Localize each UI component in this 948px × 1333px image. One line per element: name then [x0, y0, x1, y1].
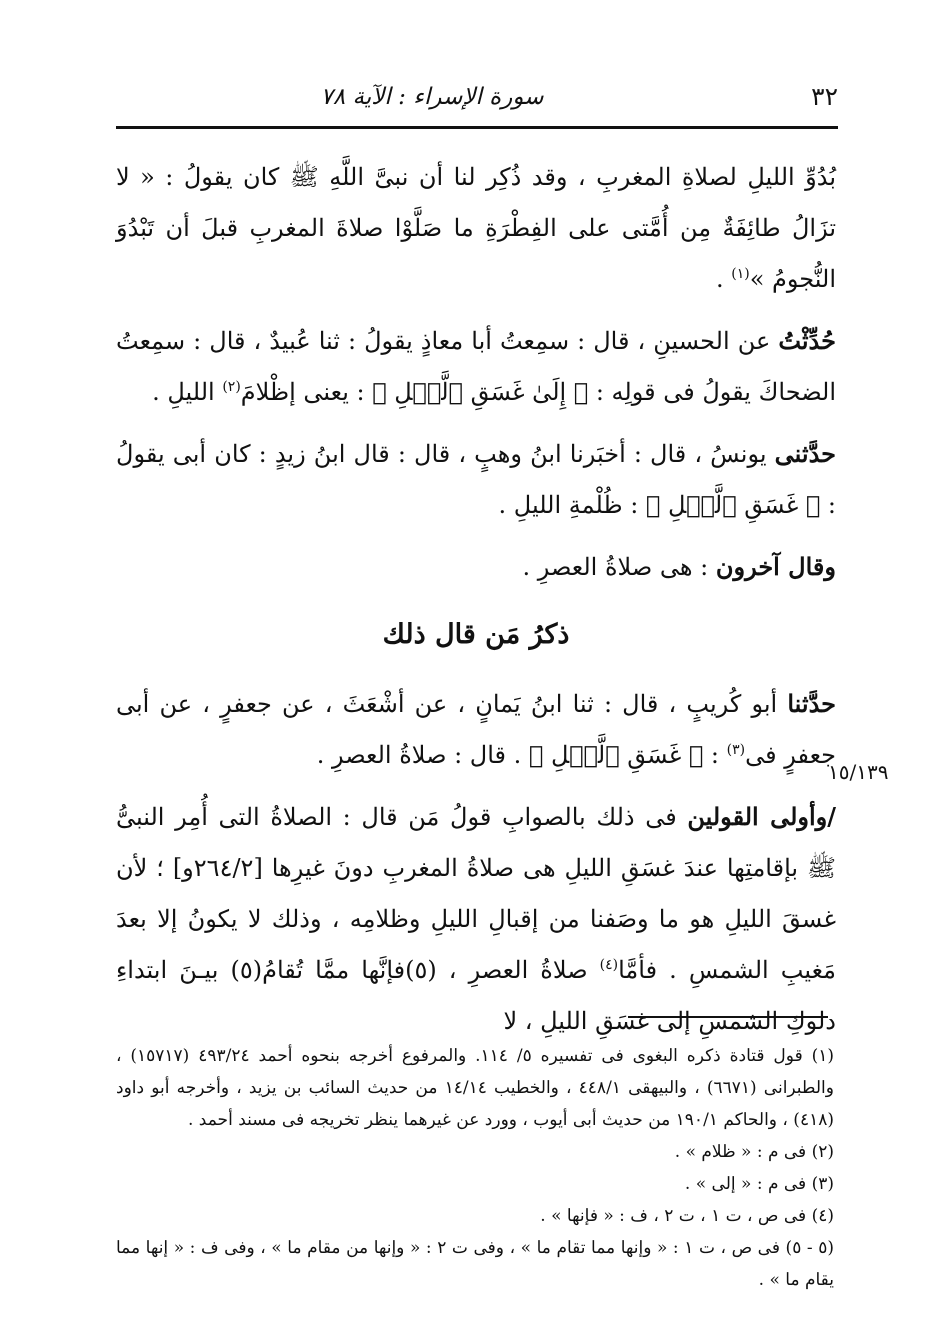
running-head: سورة الإسراء : الآية ٧٨	[320, 84, 544, 110]
paragraph-lead: حُدِّثْتُ	[778, 326, 836, 355]
footnote-ref: (٣)	[726, 742, 746, 758]
paragraph-3	[116, 428, 836, 531]
margin-reference: ١٥/١٣٩	[828, 760, 889, 784]
paragraph-2	[116, 315, 836, 418]
paragraph-1	[116, 152, 836, 305]
paragraph-text: بُدُوِّ الليلِ لصلاةِ المغربِ ، وقد ذُكِر لنا أن نبىَّ اللَّهِ ﷺ كان يقولُ : « لا تزَالُ طائِفَةٌ مِن أُمَّتى على الفِطْرَةِ ما صَلَّوْا صلاةَ المغربِ قبلَ أن تَبْدُوَ النُّجومُ »	[116, 163, 836, 293]
header-rule	[116, 126, 838, 129]
page-header	[116, 78, 838, 120]
paragraph-5	[116, 678, 836, 781]
paragraph-lead: حدَّثنى	[774, 439, 836, 468]
paragraph-4	[116, 541, 836, 593]
footnote-rule	[628, 1016, 828, 1018]
paragraph-tail: .	[715, 265, 732, 293]
paragraph-text: يونسُ ، قال : أخبَرنا ابنُ وهبٍ ، قال : قال ابنُ زيدٍ : كان أبى يقولُ : ﴿ غَسَقِ ٱلَّيۡلِ ﴾ : ظُلْمةِ الليلِ .	[116, 440, 836, 519]
paragraph-lead: /وأولى القولين	[687, 802, 836, 831]
footnote-5: (٥ - ٥) فى ص ، ت ١ : « وإنها مما تقام ما » ، وفى ت ٢ : « وإنها من مقام ما » ، وفى ف : « إنها مما يقام ما » .	[116, 1238, 834, 1290]
paragraph-text: : هى صلاةُ العصرِ .	[522, 553, 716, 581]
footnote-1: (١) قول قتادة ذكره البغوى فى تفسيره ٥/ ١١٤. والمرفوع أخرجه بنحوه أحمد ٤٩٣/٢٤ (١٥٧١٧) ، والطبرانى (٦٦٧١) ، والبيهقى ٤٤٨/١ ، والخطيب ١٤/١٤ من حديث السائب بن يزيد ، وأخرجه أبو داود (٤١٨) ، والحاكم ١٩٠/١ من حديث أبى أيوب ، وورد عن غيرهما ينظر تخريجه فى مسند أحمد .	[116, 1046, 834, 1130]
paragraph-lead: وقال آخرون	[715, 552, 836, 581]
footnotes	[116, 1040, 834, 1296]
paragraph-tail: : ﴿ غَسَقِ ٱلَّيۡلِ ﴾ . قال : صلاةُ العصرِ .	[316, 741, 727, 769]
footnote-ref: (٤)	[599, 957, 619, 973]
paragraph-text: عن الحسينِ ، قال : سمِعتُ أبا معاذٍ يقولُ : ثنا عُبيدٌ ، قال : سمِعتُ الضحاكَ يقولُ فى قولِه : ﴿ إِلَىٰ غَسَقِ ٱلَّيۡلِ ﴾ : يعنى إظْلامَ	[116, 327, 836, 406]
paragraph-text: أبو كُريبٍ ، قال : ثنا ابنُ يَمانٍ ، عن أشْعَثَ ، عن جعفرٍ ، عن أبى جعفرٍ فى	[116, 690, 836, 769]
paragraph-6	[116, 791, 836, 1047]
paragraph-tail: الليلِ .	[152, 378, 223, 406]
footnote-2: (٢) فى م : « ظلام » .	[674, 1142, 834, 1162]
footnote-ref: (٢)	[222, 379, 241, 395]
page-number: ٣٢	[811, 82, 838, 111]
footnote-ref: (١)	[731, 266, 750, 282]
footnote-3: (٣) فى م : « إلى » .	[684, 1174, 834, 1194]
paragraph-lead: حدَّثنا	[787, 689, 836, 718]
section-heading: ذكرُ مَن قال ذلك	[382, 619, 570, 650]
footnote-4: (٤) فى ص ، ت ١ ، ت ٢ ، ف : « فإنها » .	[540, 1206, 834, 1226]
paragraph-text: فى ذلك بالصوابِ قولُ مَن قال : الصلاةُ التى أُمِر النبىُّ ﷺ بإقامتِها عندَ غسَقِ الليلِ هى صلاةُ المغربِ دونَ غيرِها [٢٦٤/٢و] ؛ لأن غسقَ الليلِ هو ما وصَفنا من إقبالِ الليلِ وظلامِه ، وذلك لا يكونُ إلا بعدَ مَغيبِ الشمسِ . فأمَّا	[116, 803, 837, 984]
main-text	[116, 152, 836, 1057]
paragraph-tail: صلاةُ العصرِ ، (٥)فإنَّها ممَّا تُقامُ(٥) بيـنَ ابتداءِ دلوكِ الشمسِ إلى غسَقِ الليلِ ، لا	[116, 956, 836, 1035]
